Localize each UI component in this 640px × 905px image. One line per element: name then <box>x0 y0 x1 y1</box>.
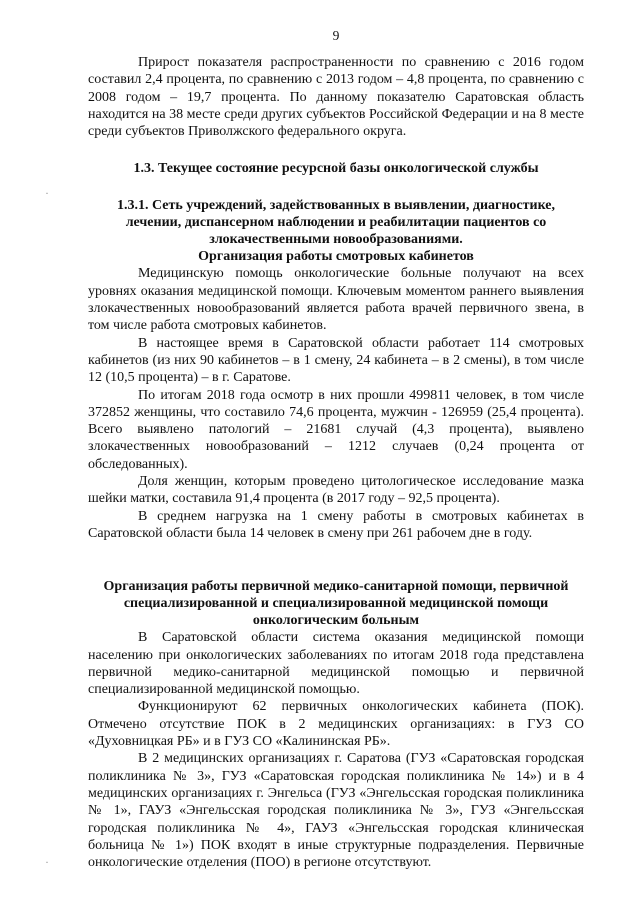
margin-mark: · <box>45 186 49 200</box>
margin-mark: · <box>45 855 49 869</box>
primary-care-paragraph: Функционируют 62 первичных онкологических кабинета (ПОК). Отмечено отсутствие ПОК в 2 медицинских организациях: в ГУЗ СО «Духовницкая РБ» и в ГУЗ СО «Калининская РБ». <box>88 699 584 750</box>
primary-care-paragraph: В 2 медицинских организациях г. Саратова (ГУЗ «Саратовская городская поликлиника № 3», ГУЗ «Саратовская городская поликлиника № 14») и в 4 медицинских организациях г. Энгельса (ГУЗ «Энгельсская городская поликлиника № 1», ГАУЗ «Энгельсская городская поликлиника № 3», ГУЗ «Энгельсская городская поликлиника № 4», ГАУЗ «Энгельсская городская клиническая больница № 1») ПОК входят в иные структурные подразделения. Первичные онкологические отделения (ПОО) в регионе отсутствуют. <box>88 751 584 871</box>
screening-paragraph: Доля женщин, которым проведено цитологическое исследование мазка шейки матки, составила 91,4 процента (в 2017 году – 92,5 процента). <box>88 474 584 507</box>
screening-paragraph: По итогам 2018 года осмотр в них прошли 499811 человек, в том числе 372852 женщины, что составило 74,6 процента, мужчин - 126959 (25,4 процента). Всего выявлено патологий – 21681 случай (4,3 процента), выявлено злокачественных новообразований – 1212 случаев (0,24 процента от обследованных). <box>88 387 584 472</box>
primary-care-heading: Организация работы первичной медико-санитарной помощи, первичной специализированной и специализированной медицинской помощи онкологическим больным <box>103 579 569 629</box>
screening-rooms-heading: Организация работы смотровых кабинетов <box>198 249 474 265</box>
screening-paragraph: В среднем нагрузка на 1 смену работы в смотровых кабинетах в Саратовской области была 14 человек в смену при 261 рабочем дне в году. <box>88 508 584 541</box>
intro-paragraph: Прирост показателя распространенности по сравнению с 2016 годом составил 2,4 процента, по сравнению с 2013 годом – 4,8 процента, по сравнению с 2008 годом – 19,7 процента. По данному показателю Саратовская область находится на 38 месте среди других субъектов Российской Федерации и на 8 месте среди субъектов Приволжского федерального округа. <box>88 55 584 140</box>
section-1-3-1-heading: 1.3.1. Сеть учреждений, задействованных в выявлении, диагностике, лечении, диспансерном наблюдении и реабилитации пациентов со злокачественными новообразованиями. <box>116 198 556 248</box>
section-1-3-heading: 1.3. Текущее состояние ресурсной базы онкологической службы <box>133 161 539 177</box>
primary-care-paragraph: В Саратовской области система оказания медицинской помощи населению при онкологических заболеваниях по итогам 2018 года представлена первичной медико-санитарной медицинской помощью и первичной специализированной медицинской помощью. <box>88 630 584 698</box>
page-number: 9 <box>332 28 340 43</box>
screening-paragraph: Медицинскую помощь онкологические больные получают на всех уровнях оказания медицинской помощи. Ключевым моментом раннего выявления злокачественных новообразований является работа врачей первичного звена, в том числе работа смотровых кабинетов. <box>88 266 584 334</box>
screening-paragraph: В настоящее время в Саратовской области работает 114 смотровых кабинетов (из них 90 кабинетов – в 1 смену, 24 кабинета – в 2 смены), в том числе 12 (10,5 процента) – в г. Саратове. <box>88 335 584 386</box>
